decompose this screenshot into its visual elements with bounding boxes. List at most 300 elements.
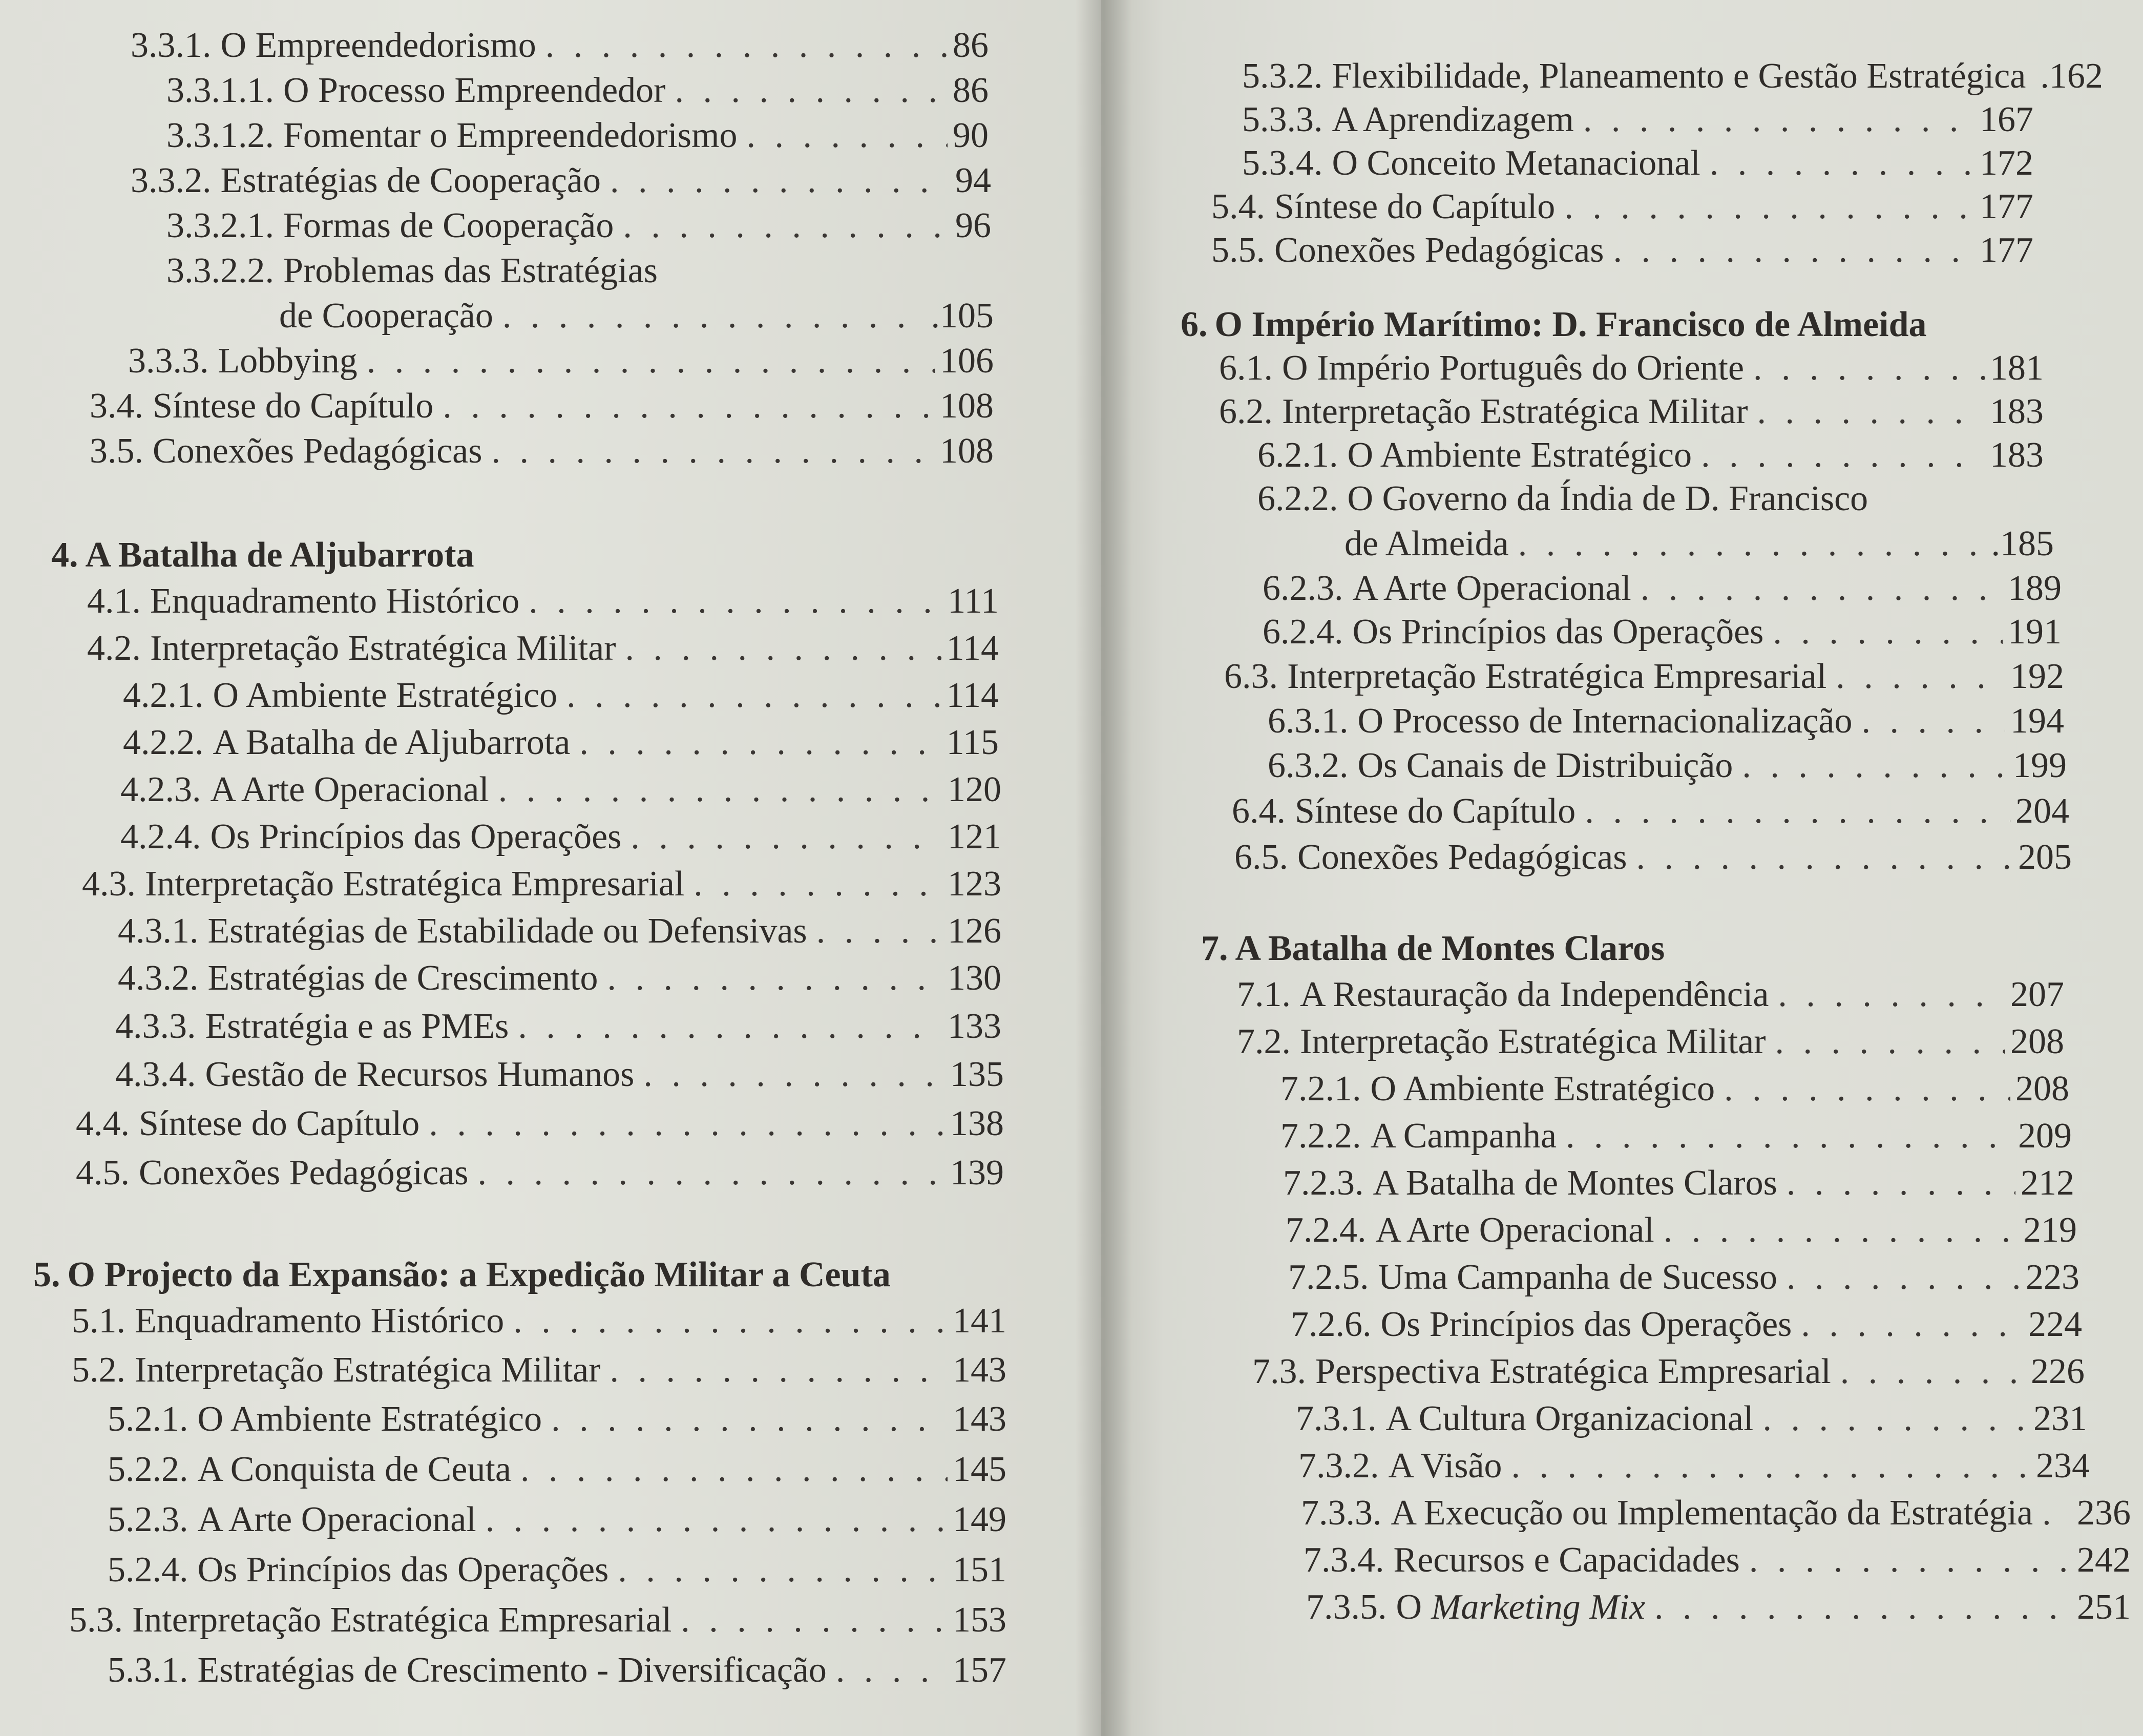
entry-page: 130 [948,958,1001,998]
toc-entry [76,1151,1004,1196]
entry-page: 231 [2033,1399,2087,1438]
dot-leader [1518,521,1986,567]
entry-page: 181 [1990,348,2044,388]
entry-label: Estratégias de Estabilidade ou Defensivas [207,911,807,951]
entry-label: O Ambiente Estratégico [213,676,558,715]
dot-leader [498,767,942,812]
entry-page: 242 [2077,1540,2131,1580]
toc-entry [1257,476,2054,521]
entry-page: .105 [931,296,994,336]
toc-entry [1286,1208,2077,1253]
entry-page: 194 [2010,701,2064,741]
entry-number: 7.2. [1237,1022,1291,1061]
entry-number: 5.2.3. [108,1500,188,1539]
entry-label: Uma Campanha de Sucesso [1378,1258,1778,1297]
entry-page: 111 [948,581,999,621]
entry-page: 120 [948,770,1001,809]
toc-entry [72,1348,1006,1393]
entry-page: .185 [1991,524,2054,563]
entry-label: A Visão [1388,1446,1502,1486]
toc-entry [1219,389,2044,434]
entry-number: 7.3.4. [1304,1540,1384,1580]
entry-label: O Governo da Índia de D. Francisco [1347,479,1868,518]
toc-entry [1242,97,2033,142]
dot-leader [1836,654,2005,699]
entry-label: A Batalha de Aljubarrota [213,723,571,762]
entry-number: 6.4. [1232,791,1286,831]
entry-number: 7.3.2. [1298,1446,1379,1486]
entry-label: Interpretação Estratégica Empresarial [132,1600,672,1640]
toc-entry [1257,433,2044,478]
dot-leader [1775,1019,2005,1064]
entry-number: 5.1. [72,1301,125,1341]
entry-label: Os Princípios das Operações [210,817,622,856]
entry-page: 204 [2015,791,2069,831]
entry-number: 7.2.4. [1286,1210,1367,1250]
dot-leader [502,294,926,339]
entry-label: Fomentar o Empreendedorismo [283,116,738,155]
entry-number: 6.3. [1224,657,1278,696]
dot-leader [623,203,950,248]
dot-leader [1641,566,2003,611]
toc-entry [1234,835,2072,880]
entry-number: 3.3.2.1. [166,206,274,245]
toc-entry [115,1004,1001,1049]
entry-page: 96 [955,206,991,245]
chapter-number: 6. [1181,305,1208,344]
entry-label: Estratégia e as PMEs [205,1007,509,1046]
toc-entry [69,1598,1006,1643]
chapter-number: 5. [33,1255,60,1294]
entry-number: 5.4. [1211,187,1265,226]
toc-entry [1263,610,2062,655]
toc-entry [166,248,991,294]
dot-leader [836,1648,948,1693]
entry-page: 191 [2008,612,2062,652]
entry-page: 167 [1980,100,2033,139]
dot-leader [816,909,942,954]
toc-entry [1306,1585,2131,1630]
entry-label: Interpretação Estratégica Militar [150,629,616,668]
dot-leader [520,1447,948,1492]
entry-label-continuation: de Cooperação [279,296,493,336]
entry-label: Interpretação Estratégica Militar [1300,1022,1766,1061]
entry-label: Interpretação Estratégica Empresarial [145,864,685,904]
entry-number: 6.1. [1219,348,1273,388]
entry-label: A Arte Operacional [1375,1210,1654,1250]
toc-entry [123,673,999,718]
entry-page: 143 [953,1399,1006,1439]
toc-entry [108,1547,1006,1593]
entry-label: Lobbying [218,341,358,381]
toc-entry [1280,1114,2072,1159]
entry-number: 3.3.2. [131,161,212,200]
dot-leader [643,1052,945,1097]
toc-entry [131,23,989,68]
entry-label: Estratégias de Cooperação [220,161,601,200]
dot-leader [1583,97,1974,142]
toc-entry [1268,699,2064,744]
entry-page: 208 [2015,1069,2069,1108]
entry-page: 139 [950,1153,1004,1193]
dot-leader [1742,743,2008,788]
toc-entry [166,68,989,113]
entry-number: 4.2.2. [123,723,204,762]
entry-label: Interpretação Estratégica Empresarial [1287,657,1827,696]
right-page [1101,0,2143,1736]
entry-number: 6.2.1. [1257,435,1338,475]
entry-number: 7.2.1. [1280,1069,1361,1108]
entry-number: 5.3. [69,1600,123,1640]
chapter-title: A Batalha de Aljubarrota [85,535,474,575]
entry-page: 121 [948,817,1001,856]
entry-label: A Arte Operacional [1352,569,1631,608]
entry-page: 226 [2031,1352,2085,1391]
entry-label: O Processo de Internacionalização [1357,701,1853,741]
entry-page: 189 [2008,569,2062,608]
entry-label: A Arte Operacional [210,770,489,809]
chapter-heading [33,1252,891,1298]
toc-entry [90,429,994,474]
chapter-title: A Batalha de Montes Claros [1235,929,1665,968]
dot-leader [681,1598,948,1643]
toc-entry [1237,1019,2064,1064]
entry-label: O Império Português do Oriente [1282,348,1745,388]
toc-entry [108,1497,1006,1542]
entry-label: Estratégias de Crescimento [207,958,598,998]
entry-label: Os Princípios das Operações [1352,612,1764,652]
dot-leader [631,814,942,860]
toc-entry [108,1447,1006,1492]
entry-number: 6.3.2. [1268,746,1349,785]
entry-number: 5.2.1. [108,1399,188,1439]
entry-number: 5.3.2. [1242,56,1323,96]
toc-entry [108,1648,1006,1693]
entry-page: 94 [955,161,991,200]
toc-entry [1224,654,2064,699]
entry-number: 3.5. [90,431,143,471]
entry-label: Problemas das Estratégias [283,251,658,290]
dot-leader [1613,228,1974,273]
entry-number: 4.3.2. [118,958,199,998]
entry-label: O Processo Empreendedor [283,71,666,110]
entry-page: 172 [1980,143,2033,183]
entry-page: 212 [2021,1163,2074,1203]
entry-page: 108 [940,431,994,471]
entry-page: 114 [946,629,999,668]
entry-label: O [1396,1587,1422,1627]
entry-number: 5.5. [1211,231,1265,270]
entry-label: Conexões Pedagógicas [1274,231,1604,270]
entry-page: 251 [2077,1587,2131,1627]
entry-number: 3.3.3. [128,341,209,381]
right-toc [1101,0,2143,1736]
toc-entry [90,384,994,429]
dot-leader [545,23,948,68]
entry-number: 4.2.4. [120,817,201,856]
entry-label: O Ambiente Estratégico [1347,435,1692,475]
entry-label: Formas de Cooperação [283,206,614,245]
entry-number: 5.3.4. [1242,143,1323,183]
dot-leader [625,626,941,671]
entry-label: Estratégias de Crescimento - Diversificação [197,1650,827,1690]
entry-number: 3.4. [90,386,143,426]
entry-page: 219 [2023,1210,2077,1250]
dot-leader [429,1101,945,1146]
toc-entry [1263,566,2062,611]
entry-page: 207 [2010,975,2064,1014]
entry-label: Conexões Pedagógicas [139,1153,469,1193]
dot-leader [675,68,948,113]
toc-entry [115,1052,1004,1097]
entry-number: 7.2.6. [1291,1305,1372,1344]
toc-entry [1280,1066,2069,1112]
entry-number: 7.3.3. [1301,1493,1382,1533]
toc-entry [1252,1349,2085,1394]
entry-label: Síntese do Capítulo [139,1104,420,1143]
dot-leader [1762,1396,2028,1441]
dot-leader [1701,433,1985,478]
book-gutter [1076,0,1132,1736]
toc-entry [123,720,999,765]
entry-label: A Arte Operacional [197,1500,476,1539]
entry-page: 126 [948,911,1001,951]
chapter-number: 7. [1201,929,1228,968]
dot-leader [694,862,942,907]
entry-label: Interpretação Estratégica Militar [135,1350,601,1390]
entry-page: 141 [953,1301,1006,1341]
entry-number: 4.2.3. [120,770,201,809]
dot-leader [1724,1066,2010,1112]
dot-leader [1753,346,1985,391]
entry-label: Os Princípios das Operações [1380,1305,1792,1344]
toc-entry [1298,1444,2090,1489]
entry-number: 7.2.5. [1288,1258,1369,1297]
dot-leader [1749,1538,2072,1583]
toc-entry [120,814,1001,860]
toc-entry [1219,346,2044,391]
entry-number: 4.1. [87,581,141,621]
entry-page: 115 [946,723,999,762]
entry-page: 135 [950,1055,1004,1094]
dot-leader [1636,835,2013,880]
entry-page: 177 [1980,187,2033,226]
dot-leader [367,339,935,384]
dot-leader [1778,972,2005,1017]
toc-entry [166,113,989,158]
entry-page: 86 [953,26,989,65]
toc-entry [1291,1302,2082,1347]
entry-page: 138 [950,1104,1004,1143]
entry-label: Conexões Pedagógicas [153,431,482,471]
entry-page: 123 [948,864,1001,904]
entry-label: Perspectiva Estratégica Empresarial [1315,1352,1831,1391]
entry-number: 4.5. [76,1153,130,1193]
entry-number: 3.3.2.2. [166,251,274,290]
entry-label: Os Canais de Distribuição [1357,746,1733,785]
entry-label: Síntese do Capítulo [153,386,434,426]
entry-number: 3.3.1.2. [166,116,274,155]
entry-number: 5.3.3. [1242,100,1323,139]
toc-entry [118,909,1001,954]
toc-entry [118,956,1001,1001]
dot-leader [579,720,941,765]
dot-leader [618,1547,948,1593]
entry-label: Síntese do Capítulo [1274,187,1556,226]
chapter-heading [1201,926,1665,971]
entry-label: A Cultura Organizacional [1385,1399,1754,1438]
dot-leader [1511,1444,2031,1489]
dot-leader [746,113,948,158]
entry-number: 3.3.1.1. [166,71,274,110]
toc-entry [120,767,1001,812]
entry-number: 5.2.2. [108,1450,188,1489]
entry-page: 149 [953,1500,1006,1539]
toc-entry [1268,743,2067,788]
chapter-title: O Projecto da Expansão: a Expedição Militar a Ceuta [67,1255,891,1294]
dot-leader [1710,141,1974,186]
entry-number: 5.3.1. [108,1650,188,1690]
entry-page: 151 [953,1550,1006,1589]
dot-leader [1757,389,1985,434]
toc-entry [87,626,999,671]
entry-page: 90 [953,116,989,155]
entry-number: 4.3. [82,864,136,904]
toc-entry [1301,1491,2131,1536]
entry-page: 114 [946,676,999,715]
toc-entry [131,158,991,203]
dot-leader [2042,1491,2072,1536]
dot-leader [1840,1349,2026,1394]
entry-number: 4.4. [76,1104,130,1143]
entry-number: 7.3.5. [1306,1587,1387,1627]
entry-number: 4.2.1. [123,676,204,715]
dot-leader [477,1151,945,1196]
dot-leader [1566,1114,2013,1159]
toc-entry [1304,1538,2131,1583]
entry-number: 5.2. [72,1350,125,1390]
dot-leader [551,1397,948,1442]
entry-label: Síntese do Capítulo [1295,791,1576,831]
entry-label: Enquadramento Histórico [135,1301,505,1341]
dot-leader [1861,699,2005,744]
entry-number: 7.3.1. [1296,1399,1377,1438]
entry-page: 143 [953,1350,1006,1390]
entry-number: 7.1. [1237,975,1291,1014]
entry-number: 3.3.1. [131,26,212,65]
dot-leader [513,1299,948,1344]
entry-label: O Ambiente Estratégico [197,1399,542,1439]
entry-number: 6.2.4. [1263,612,1343,652]
dot-leader [486,1497,948,1542]
dot-leader [1654,1585,2072,1630]
entry-number: 6.2.3. [1263,569,1343,608]
entry-label: O Ambiente Estratégico [1370,1069,1715,1108]
toc-entry [72,1299,1006,1344]
toc-entry [108,1397,1006,1442]
entry-label: A Execução ou Implementação da Estratégia [1391,1493,2033,1533]
dot-leader [491,429,935,474]
entry-number: 7.2.3. [1283,1163,1364,1203]
entry-label: A Conquista de Ceuta [197,1450,511,1489]
dot-leader [610,158,950,203]
entry-page: 205 [2018,838,2072,877]
entry-page: 209 [2018,1116,2072,1156]
toc-entry [76,1101,1004,1146]
toc-entry [1211,228,2033,273]
entry-label-continuation: de Almeida [1344,524,1509,563]
dot-leader [443,384,935,429]
dot-leader [1585,789,2010,834]
entry-number: 6.5. [1234,838,1288,877]
entry-number: 6.2. [1219,392,1273,431]
entry-label: O Empreendedorismo [220,26,536,65]
toc-entry [1296,1396,2087,1441]
toc-entry [1242,54,2103,99]
entry-page: 234 [2036,1446,2090,1486]
entry-label: Enquadramento Histórico [150,581,520,621]
entry-page: 133 [948,1007,1001,1046]
toc-entry [128,339,994,384]
toc-entry [1283,1161,2074,1206]
entry-number: 4.3.4. [115,1055,196,1094]
dot-leader [566,673,941,718]
chapter-title: O Império Marítimo: D. Francisco de Almeida [1214,305,1927,344]
toc-entry-continuation [279,294,994,339]
entry-label: Flexibilidade, Planeamento e Gestão Estratégica [1332,56,2026,96]
toc-entry [1242,141,2033,186]
entry-page: 199 [2013,746,2067,785]
entry-label: Conexões Pedagógicas [1297,838,1627,877]
entry-page: 183 [1990,392,2044,431]
entry-number: 5.2.4. [108,1550,188,1589]
entry-label: A Batalha de Montes Claros [1373,1163,1777,1203]
toc-entry [1237,972,2064,1017]
entry-number: 4.2. [87,629,141,668]
toc-entry [1288,1255,2079,1300]
dot-leader [610,1348,948,1393]
entry-number: 6.3.1. [1268,701,1349,741]
entry-label: O Conceito Metanacional [1332,143,1700,183]
toc-entry [87,579,999,624]
entry-number: 4.3.1. [118,911,199,951]
entry-label: Interpretação Estratégica Militar [1282,392,1748,431]
dot-leader [529,579,942,624]
dot-leader [1787,1255,2021,1300]
entry-number: 7.2.2. [1280,1116,1361,1156]
entry-page: 224 [2028,1305,2082,1344]
toc-entry [82,862,1001,907]
entry-page: 223 [2026,1258,2079,1297]
entry-label: A Campanha [1370,1116,1557,1156]
toc-entry [1232,789,2069,834]
chapter-heading [51,533,474,578]
dot-leader [1801,1302,2023,1347]
dot-leader [1564,184,1974,229]
entry-page: 153 [953,1600,1006,1640]
entry-number: 4.3.3. [115,1007,196,1046]
entry-number: 7.3. [1252,1352,1306,1391]
entry-page: 183 [1990,435,2044,475]
entry-page: 157 [953,1650,1006,1690]
entry-number: 6.2.2. [1257,479,1338,518]
dot-leader [518,1004,942,1049]
chapter-number: 4. [51,535,78,575]
entry-page: 86 [953,71,989,110]
dot-leader [1773,610,2003,655]
entry-label: A Restauração da Independência [1300,975,1769,1014]
toc-entry-continuation [1344,521,2054,567]
